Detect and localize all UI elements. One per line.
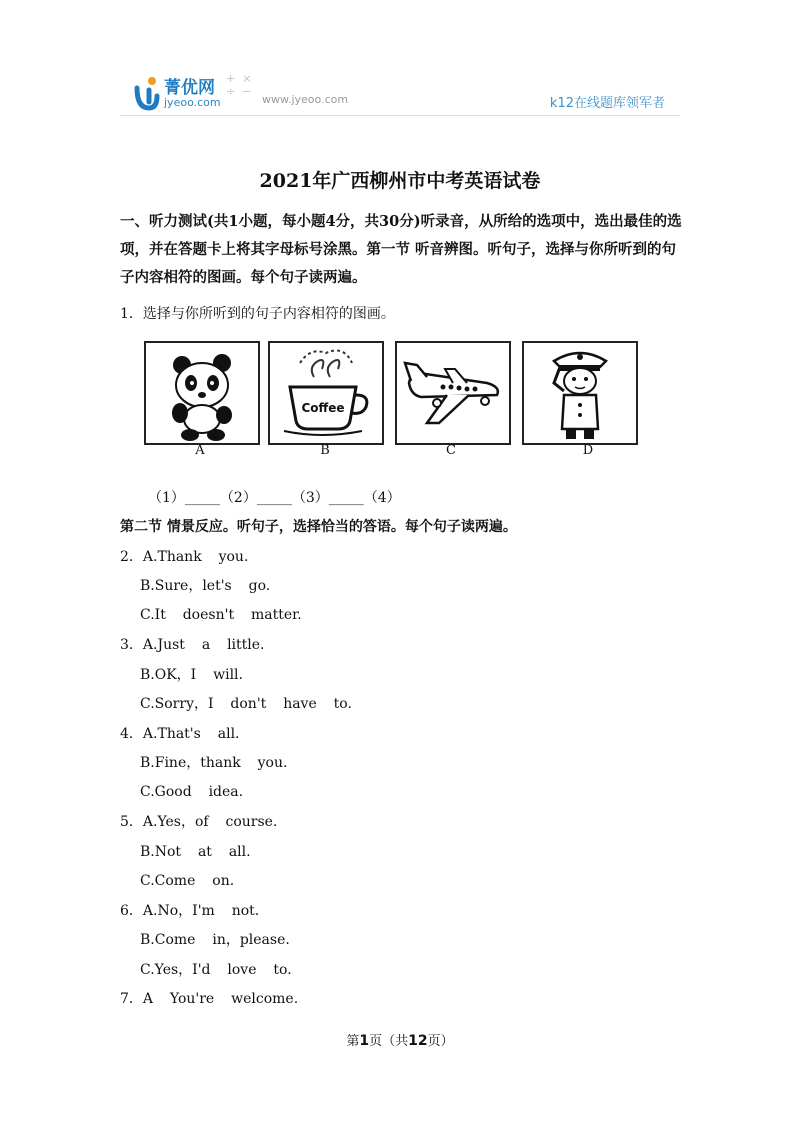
page-title: 2021年广西柳州市中考英语试卷 <box>259 170 541 192</box>
header-slogan: k12在线题库领军者 <box>549 96 665 111</box>
coffee-cup-text: Coffee <box>301 401 345 415</box>
question-number: 3． <box>120 637 143 653</box>
picture-c <box>395 341 511 445</box>
coffee-cup-icon <box>270 343 382 443</box>
page-footer <box>0 1030 800 1049</box>
site-url: www.jyeoo.com <box>262 93 349 106</box>
question-3-option-b: B.OK，I will. <box>140 667 243 683</box>
footer-page-number: 1 <box>359 1033 370 1049</box>
math-symbols-icon: + × ÷ − <box>226 72 252 98</box>
question-6-option-b: B.Come in，please. <box>140 932 290 948</box>
question-5-option-c: C.Come on. <box>140 873 235 889</box>
option-a: A.That's all. <box>142 726 240 742</box>
picture-b-label: B <box>320 443 330 458</box>
page-header <box>0 0 800 120</box>
option-a: A.Just a little. <box>142 637 265 653</box>
question-number: 6． <box>120 903 143 919</box>
option-a: A.No，I'm not. <box>142 903 260 919</box>
question-6-option-c: C.Yes，I'd love to. <box>140 962 292 978</box>
question-number: 5． <box>120 814 143 830</box>
police-officer-icon <box>524 343 636 443</box>
footer-total-pages: 12 <box>408 1033 428 1049</box>
footer-prefix: 第 <box>346 1034 360 1049</box>
question-4-option-b: B.Fine，thank you. <box>140 755 288 771</box>
question-1-pictures <box>140 333 660 463</box>
section-1-instructions: 一、听力测试(共1小题，每小题4分，共30分)听录音，从所给的选项中，选出最佳的选项，并在答题卡上将其字母标号涂黑。第一节 听音辨图。听句子，选择与你所听到的句子内容相符的图画。每个句子读两遍。 <box>120 213 682 286</box>
jyeoo-logo-icon <box>133 74 163 114</box>
question-number: 2． <box>120 549 143 565</box>
airplane-icon <box>397 343 509 443</box>
question-6-option-a <box>120 899 259 923</box>
option-a: A.Yes，of course. <box>142 814 278 830</box>
question-7: 7．A You're welcome. <box>120 991 299 1007</box>
picture-d <box>522 341 638 445</box>
panda-icon <box>146 343 258 443</box>
question-5-option-b: B.Not at all. <box>140 844 251 860</box>
question-1-stem: 1．选择与你所听到的句子内容相符的图画。 <box>120 306 395 322</box>
question-3-option-c: C.Sorry，I don't have to. <box>140 696 352 712</box>
header-divider <box>120 115 680 116</box>
picture-a <box>144 341 260 445</box>
picture-b <box>268 341 384 445</box>
option-a: A.Thank you. <box>142 549 249 565</box>
question-2-option-b: B.Sure，let's go. <box>140 578 271 594</box>
question-5-option-a <box>120 810 277 834</box>
question-2-option-a <box>120 545 248 569</box>
question-3-option-a <box>120 633 265 657</box>
question-4-option-a <box>120 722 240 746</box>
picture-c-label: C <box>446 443 456 458</box>
question-2-option-c: C.It doesn't matter. <box>140 607 302 623</box>
footer-middle: 页（共 <box>369 1034 409 1049</box>
brand-domain: jyeoo.com <box>164 96 221 109</box>
question-4-option-c: C.Good idea. <box>140 784 244 800</box>
picture-a-label: A <box>195 443 205 458</box>
question-number: 4． <box>120 726 143 742</box>
brand-name: 菁优网 <box>164 78 215 98</box>
picture-d-label: D <box>582 443 594 458</box>
footer-suffix: 页） <box>427 1034 454 1049</box>
section-2-instructions: 第二节 情景反应。听句子，选择恰当的答语。每个句子读两遍。 <box>120 519 517 535</box>
answer-blanks: （1）_____（2）_____（3）_____（4） <box>148 490 401 506</box>
